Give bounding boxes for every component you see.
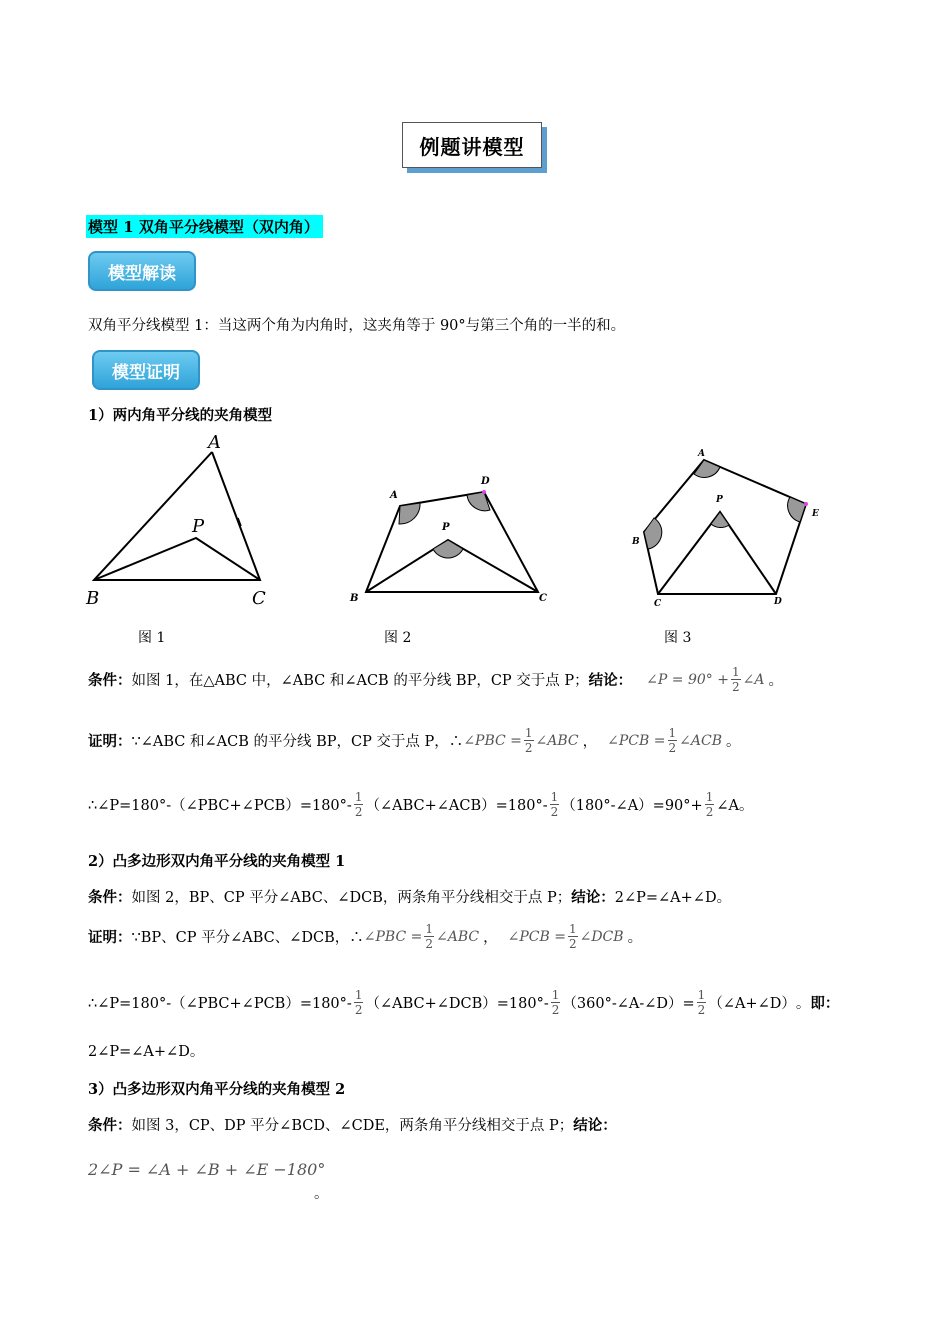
s1-proof-text: ∵∠ABC 和∠ACB 的平分线 BP，CP 交于点 P，∴ [131, 734, 464, 750]
s1-proof-f1-pre: ∠PBC = [463, 732, 522, 749]
s1-proof-f2-pre: ∠PCB = [607, 732, 666, 749]
fig3-label-b: B [632, 537, 640, 547]
figure-3 [622, 446, 822, 611]
s1-cond-text: 如图 1，在△ABC 中，∠ABC 和∠ACB 的平分线 BP，CP 交于点 P； [131, 673, 589, 689]
s1-concl-formula-post: ∠A [742, 671, 765, 688]
fig1-label-b: B [86, 588, 100, 609]
fig3-label-d: D [774, 597, 782, 607]
s2-conclusion-line: 2∠P=∠A+∠D。 [88, 1044, 205, 1060]
fig2-label-c: C [539, 593, 547, 604]
fraction-half: $\frac{1}{2}$ [697, 988, 706, 1017]
s3-formula: 2∠P = ∠A + ∠B + ∠E −180° [88, 1160, 326, 1179]
s1-cond-label: 条件： [88, 672, 132, 689]
s1-proof-f1-post: ∠ABC [535, 732, 579, 749]
figure-2-caption: 图 2 [384, 630, 412, 646]
fig3-label-p: P [716, 495, 723, 505]
fig3-label-a: A [698, 449, 705, 459]
fig2-label-a: A [390, 490, 398, 501]
s2-derivation: ∴∠P=180°-（∠PBC+∠PCB）=180°- $\frac{1}{2}$ （∠ABC+∠DCB）=180°- $\frac{1}{2}$ （360°-∠A-∠D）= $\frac{1}{2}$ （∠A+∠D） 。 即： [88, 988, 840, 1017]
s3-condition: 条件：如图 3，CP、DP 平分∠BCD、∠CDE，两条角平分线相交于点 P；结论： [88, 1117, 617, 1134]
s1-proof-label: 证明： [88, 733, 132, 750]
fig3-label-c: C [654, 599, 662, 609]
fraction-half: $\frac{1}{2}$ [705, 790, 714, 819]
s2-condition: 条件：如图 2，BP、CP 平分∠ABC、∠DCB，两条角平分线相交于点 P；结论：2∠P=∠A+∠D。 [88, 889, 732, 906]
s1-condition: 条件： 如图 1，在△ABC 中，∠ABC 和∠ACB 的平分线 BP，CP 交于点 P； 结论： ∠P = 90° + $\frac{1}{2}$ ∠A 。 [88, 665, 783, 694]
fraction-half: $\frac{1}{2}$ [354, 790, 363, 819]
s1-concl-formula-pre: ∠P = 90° + [646, 671, 729, 688]
section-3-title: 3）凸多边形双内角平分线的夹角模型 2 [88, 1081, 346, 1098]
fig1-label-a: A [208, 432, 221, 453]
figure-2 [342, 466, 557, 611]
s1-concl-label: 结论： [588, 672, 633, 689]
s1-derivation: ∴∠P=180°-（∠PBC+∠PCB）=180°- $\frac{1}{2}$ （∠ABC+∠ACB）=180°- $\frac{1}{2}$ （180°-∠A）=90°+ $\frac{1}{2}$ ∠A。 [88, 790, 754, 819]
fig1-label-p: P [192, 516, 205, 537]
s3-period: 。 [314, 1186, 329, 1202]
s1-proof-f2-post: ∠ACB [679, 732, 722, 749]
fig2-label-d: D [481, 476, 490, 487]
fig3-label-e: E [812, 509, 819, 519]
fig2-label-p: P [442, 522, 450, 533]
figure-1 [84, 430, 284, 610]
fig1-label-c: C [252, 588, 266, 609]
fig2-label-b: B [350, 593, 359, 604]
fraction-half: $\frac{1}{2}$ [354, 988, 363, 1017]
figure-3-caption: 图 3 [664, 630, 692, 646]
fraction-half: $\frac{1}{2}$ [550, 790, 559, 819]
model-heading: 模型 1 双角平分线模型（双内角） [86, 215, 323, 238]
s2-proof: 证明： ∵BP、CP 平分∠ABC、∠DCB，∴ ∠PBC = $\frac{1}{2}$ ∠ABC ， ∠PCB = $\frac{1}{2}$ ∠DCB 。 [88, 922, 643, 951]
section-banner: 例题讲模型 [402, 122, 542, 168]
intro-text: 双角平分线模型 1：当这两个角为内角时，这夹角等于 90°与第三个角的一半的和。 [88, 318, 626, 334]
s1-proof: 证明： ∵∠ABC 和∠ACB 的平分线 BP，CP 交于点 P，∴ ∠PBC = $\frac{1}{2}$ ∠ABC ， ∠PCB = $\frac{1}{2}$ ∠ACB 。 [88, 726, 741, 755]
figure-1-caption: 图 1 [138, 630, 166, 646]
section-1-title: 1）两内角平分线的夹角模型 [88, 407, 273, 424]
fraction-half: $\frac{1}{2}$ [425, 922, 433, 951]
tag-model-proof: 模型证明 [92, 350, 200, 390]
fraction-half: $\frac{1}{2}$ [568, 922, 577, 951]
fraction-half: $\frac{1}{2}$ [524, 726, 533, 755]
fraction-half: $\frac{1}{2}$ [731, 665, 740, 694]
tag-model-reading: 模型解读 [88, 251, 196, 291]
section-2-title: 2）凸多边形双内角平分线的夹角模型 1 [88, 853, 346, 870]
fraction-half: $\frac{1}{2}$ [668, 726, 677, 755]
fraction-half: $\frac{1}{2}$ [551, 988, 560, 1017]
